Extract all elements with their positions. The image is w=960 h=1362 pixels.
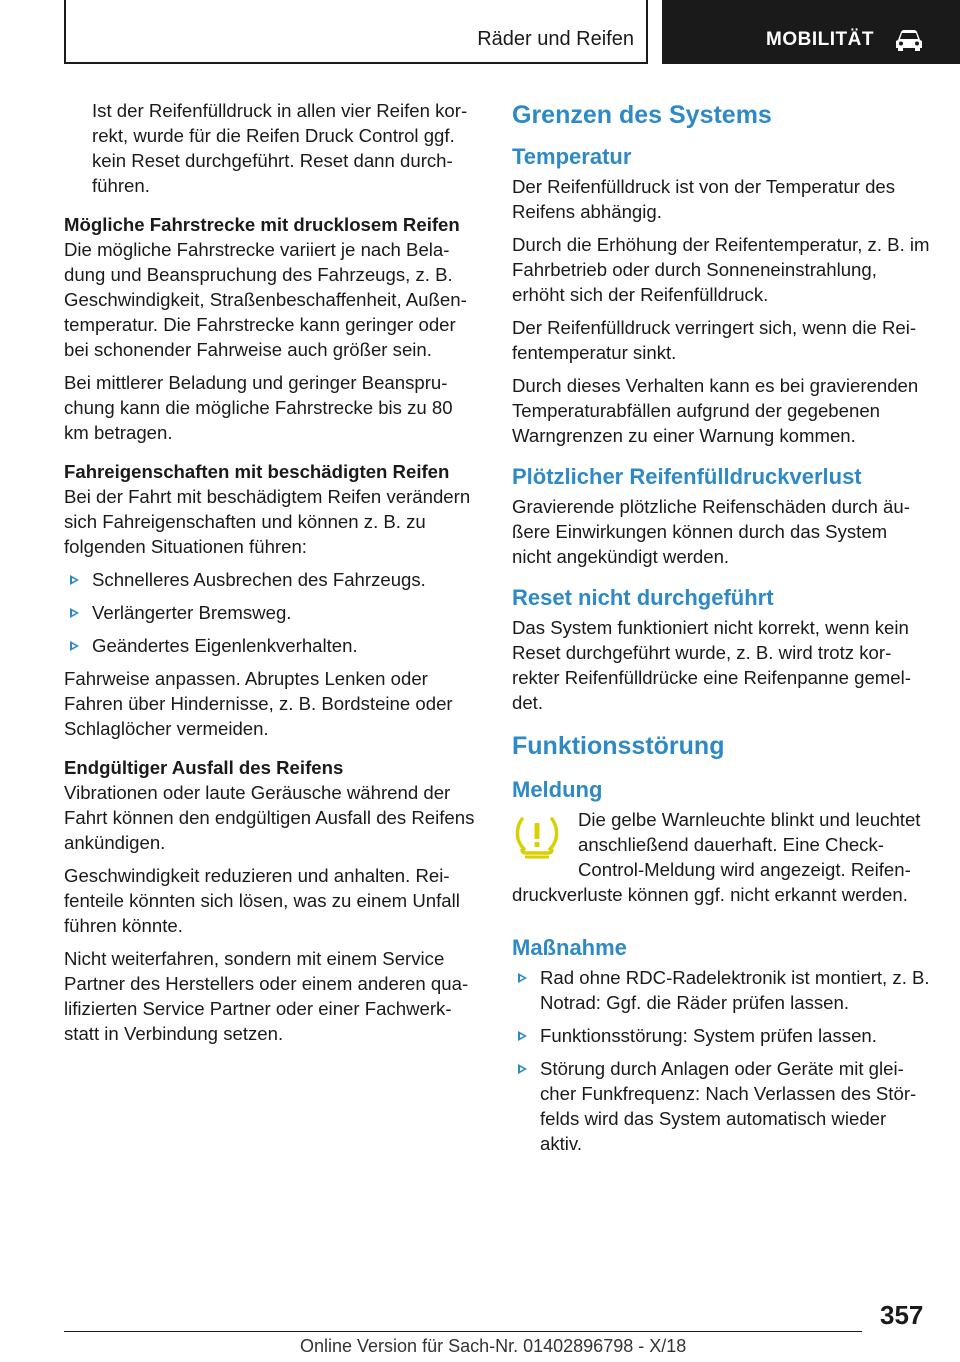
intro-paragraph: Ist der Reifenfülldruck in allen vier Reifen korrekt, wurde für die Reifen Druck Control ggf. kein Reset durchgeführt. Reset dann durchführen. [92,100,468,196]
message-paragraph: Die gelbe Warnleuchte blinkt und leuchtet anschließend dauerhaft. Eine Check-Control-Meldung wird angezeigt. Reifendruckverluste können ggf. nicht erkannt werden. [512,809,921,905]
triangle-bullet-icon [518,1031,527,1041]
heading-damaged-tires: Fahreigenschaften mit beschädigten Reifen [64,461,450,482]
temp-paragraph-4: Durch dieses Verhalten kann es bei gravierenden Temperaturabfällen aufgrund der gegebenen Warngrenzen zu einer Warnung kommen. [512,375,919,446]
heading-reset-not-done: Reset nicht durchgeführt [512,585,774,610]
damaged-list [64,567,480,658]
reset-paragraph: Das System funktioniert nicht korrekt, wenn kein Reset durchgeführt wurde, z. B. wird trotz korrekter Reifenfülldrücke eine Reifenpanne gemeldet. [512,617,911,713]
temp-paragraph-3: Der Reifenfülldruck verringert sich, wenn die Reifentemperatur sinkt. [512,317,917,363]
triangle-bullet-icon [70,608,79,618]
heading-range-deflated: Mögliche Fahrstrecke mit drucklosem Reifen [64,214,460,235]
triangle-bullet-icon [70,575,79,585]
header-section-title: Räder und Reifen [477,28,634,50]
heading-system-limits: Grenzen des Systems [512,101,772,129]
list-item: Verlängerter Bremsweg. [64,600,480,625]
heading-malfunction: Funktionsstörung [512,732,725,760]
loss-paragraph: Gravierende plötzliche Reifenschäden durch äußere Einwirkungen können durch das System nicht angekündigt werden. [512,496,910,567]
header-section-box [64,0,648,64]
damaged-paragraph-1: Bei der Fahrt mit beschädigtem Reifen verändern sich Fahreigenschaften und können z. B. zu folgenden Situationen führen: [64,486,471,557]
failure-paragraph-1: Vibrationen oder laute Geräusche während der Fahrt können den endgültigen Ausfall des Reifens ankündigen. [64,782,475,853]
left-column [64,98,480,1054]
heading-sudden-loss: Plötzlicher Reifenfülldruckverlust [512,464,862,489]
damaged-paragraph-2: Fahrweise anpassen. Abruptes Lenken oder Fahren über Hindernisse, z. B. Bordsteine oder Schlaglöcher vermeiden. [64,668,453,739]
list-item: Geändertes Eigenlenkverhalten. [64,633,480,658]
footer-online-version: Online Version für Sach-Nr. 01402896798 - X/18 [300,1336,687,1356]
list-item: Störung durch Anlagen oder Geräte mit gleicher Funkfrequenz: Nach Verlassen des Störfelds wird das System automatisch wieder aktiv. [512,1056,930,1156]
warning-message-block [512,807,930,907]
footer-rule [64,1331,862,1332]
page-number: 357 [880,1300,924,1330]
list-item: Rad ohne RDC-Radelektronik ist montiert, z. B. Notrad: Ggf. die Räder prüfen lassen. [512,965,930,1015]
temp-paragraph-2: Durch die Erhöhung der Reifentemperatur, z. B. im Fahrbetrieb oder durch Sonneneinstrahlung, erhöht sich der Reifenfülldruck. [512,234,930,305]
heading-message: Meldung [512,777,603,802]
triangle-bullet-icon [518,1064,527,1074]
triangle-bullet-icon [70,641,79,651]
temp-paragraph-1: Der Reifenfülldruck ist von der Temperatur des Reifens abhängig. [512,176,896,222]
heading-final-failure: Endgültiger Ausfall des Reifens [64,757,344,778]
measure-list [512,965,930,1156]
right-column [512,98,930,1164]
heading-temperature: Temperatur [512,144,632,169]
range-paragraph-1: Die mögliche Fahrstrecke variiert je nach Beladung und Beanspruchung des Fahrzeugs, z. B. Geschwindigkeit, Straßenbeschaffenheit, Außentemperatur. Die Fahrstrecke kann geringer oder bei schonender Fahrweise auch größer sein. [64,239,467,360]
triangle-bullet-icon [518,973,527,983]
failure-paragraph-2: Geschwindigkeit reduzieren und anhalten. Reifenteile könnten sich lösen, was zu einem Unfall führen könnte. [64,865,460,936]
header-chapter-title: MOBILITÄT [766,29,874,50]
range-paragraph-2: Bei mittlerer Beladung und geringer Beanspruchung kann die mögliche Fahrstrecke bis zu 80 km betragen. [64,372,453,443]
list-item: Schnelleres Ausbrechen des Fahrzeugs. [64,567,480,592]
car-icon [894,28,924,52]
failure-paragraph-3: Nicht weiterfahren, sondern mit einem Service Partner des Herstellers oder einem anderen qualifizierten Service Partner oder einer Fachwerkstatt in Verbindung setzen. [64,948,469,1044]
list-item: Funktionsstörung: System prüfen lassen. [512,1023,930,1048]
tire-pressure-warning-icon [512,813,562,859]
heading-measure: Maßnahme [512,935,627,960]
header-chapter-box [662,0,960,64]
